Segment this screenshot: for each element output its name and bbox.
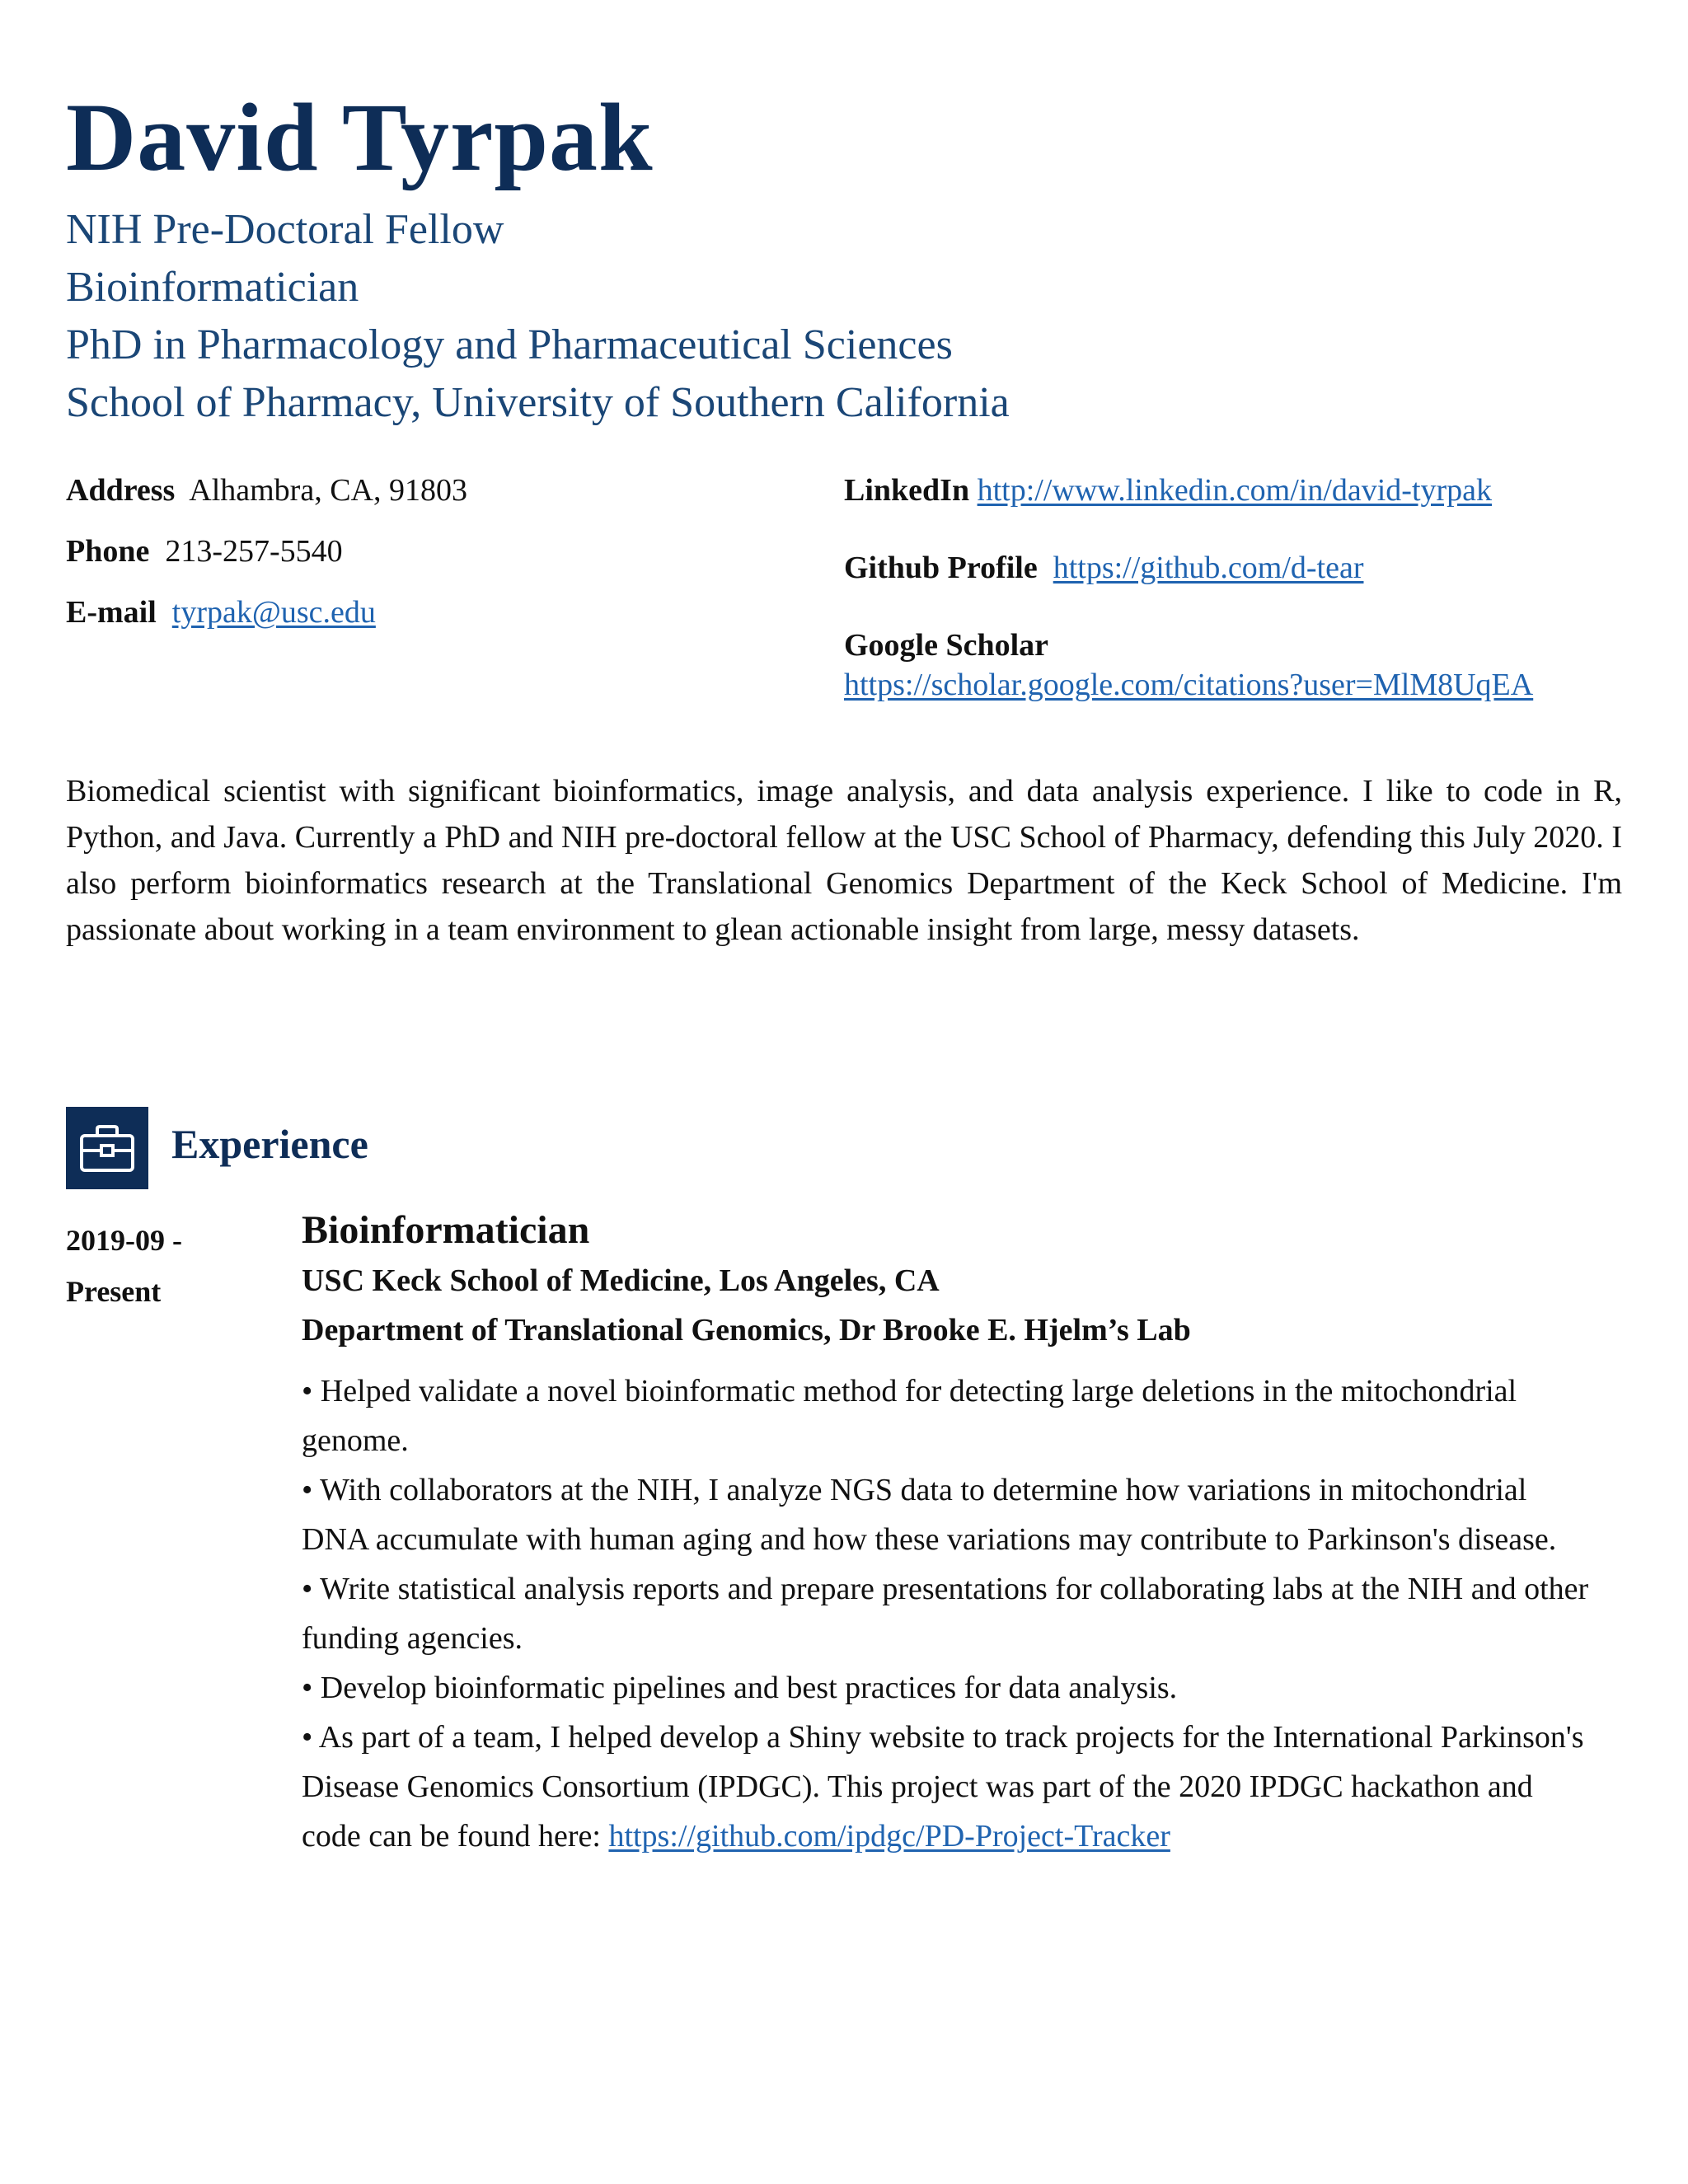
phone-value: 213-257-5540 [165,534,343,569]
scholar-link[interactable]: https://scholar.google.com/citations?user=MlM8UqEA [844,668,1534,702]
scholar-label: Google Scholar [844,628,1049,663]
bullet-text: • As part of a team, I helped develop a Shiny website to track projects for the International Parkinson's Disease Genomics Consortium (IPDGC). This project was part of the 2020 IPDGC hackathon and code can be found here: [302,1720,1584,1854]
date-start: 2019-09 - [66,1224,182,1257]
briefcase-icon [66,1107,148,1189]
bullet-item: • Helped validate a novel bioinformatic method for detecting large deletions in the mitochondrial genome. [302,1374,1517,1458]
bullet-item: • With collaborators at the NIH, I analyze NGS data to determine how variations in mitochondrial DNA accumulate with human aging and how these variations may contribute to Parkinson's disease. [302,1473,1557,1557]
candidate-name: David Tyrpak [66,83,654,191]
experience-date [66,1215,182,1317]
scholar-label-row [844,630,1048,661]
address-row [66,475,467,506]
email-label: E-mail [66,595,157,630]
bullet-item: • Develop bioinformatic pipelines and best practices for data analysis. [302,1671,1178,1705]
linkedin-label: LinkedIn [844,473,970,508]
phone-label: Phone [66,534,150,569]
job-title: Bioinformatician [302,1208,590,1252]
project-tracker-link[interactable]: https://github.com/ipdgc/PD-Project-Tracker [608,1819,1170,1854]
profile-summary: Biomedical scientist with significant bioinformatics, image analysis, and data analysis experience. I like to code in R, Python, and Java. Currently a PhD and NIH pre-doctoral fellow at the USC School of Pharmacy, defending this July 2020. I also perform bioinformatics research at the Translational Genomics Department of the Keck School of Medicine. I'm passionate about working in a team environment to glean actionable insight from large, messy datasets. [66,774,1622,947]
job-bullets [302,1366,1596,1861]
experience-entry [302,1205,1620,1861]
title-line: Bioinformatician [66,264,359,311]
bullet-item: • Write statistical analysis reports and prepare presentations for collaborating labs at the NIH and other funding agencies. [302,1572,1589,1656]
address-label: Address [66,473,176,508]
title-line: PhD in Pharmacology and Pharmaceutical Sciences [66,321,953,368]
department-line: Department of Translational Genomics, Dr Brooke E. Hjelm’s Lab [302,1313,1191,1347]
experience-section-title: Experience [171,1121,368,1167]
linkedin-link[interactable]: http://www.linkedin.com/in/david-tyrpak [977,473,1493,508]
phone-row [66,536,343,567]
title-line: School of Pharmacy, University of Southern California [66,379,1010,426]
scholar-link-row [844,669,1533,701]
github-row [844,552,1363,583]
title-line: NIH Pre-Doctoral Fellow [66,206,504,253]
github-label: Github Profile [844,551,1038,585]
employer-line: USC Keck School of Medicine, Los Angeles, CA [302,1263,940,1298]
email-link[interactable]: tyrpak@usc.edu [171,595,376,630]
linkedin-row [844,475,1492,506]
address-value: Alhambra, CA, 91803 [189,473,467,508]
candidate-titles [66,201,1010,432]
github-link[interactable]: https://github.com/d-tear [1053,551,1364,585]
date-end: Present [66,1275,162,1308]
bullet-item [302,1713,1596,1861]
email-row [66,597,376,628]
